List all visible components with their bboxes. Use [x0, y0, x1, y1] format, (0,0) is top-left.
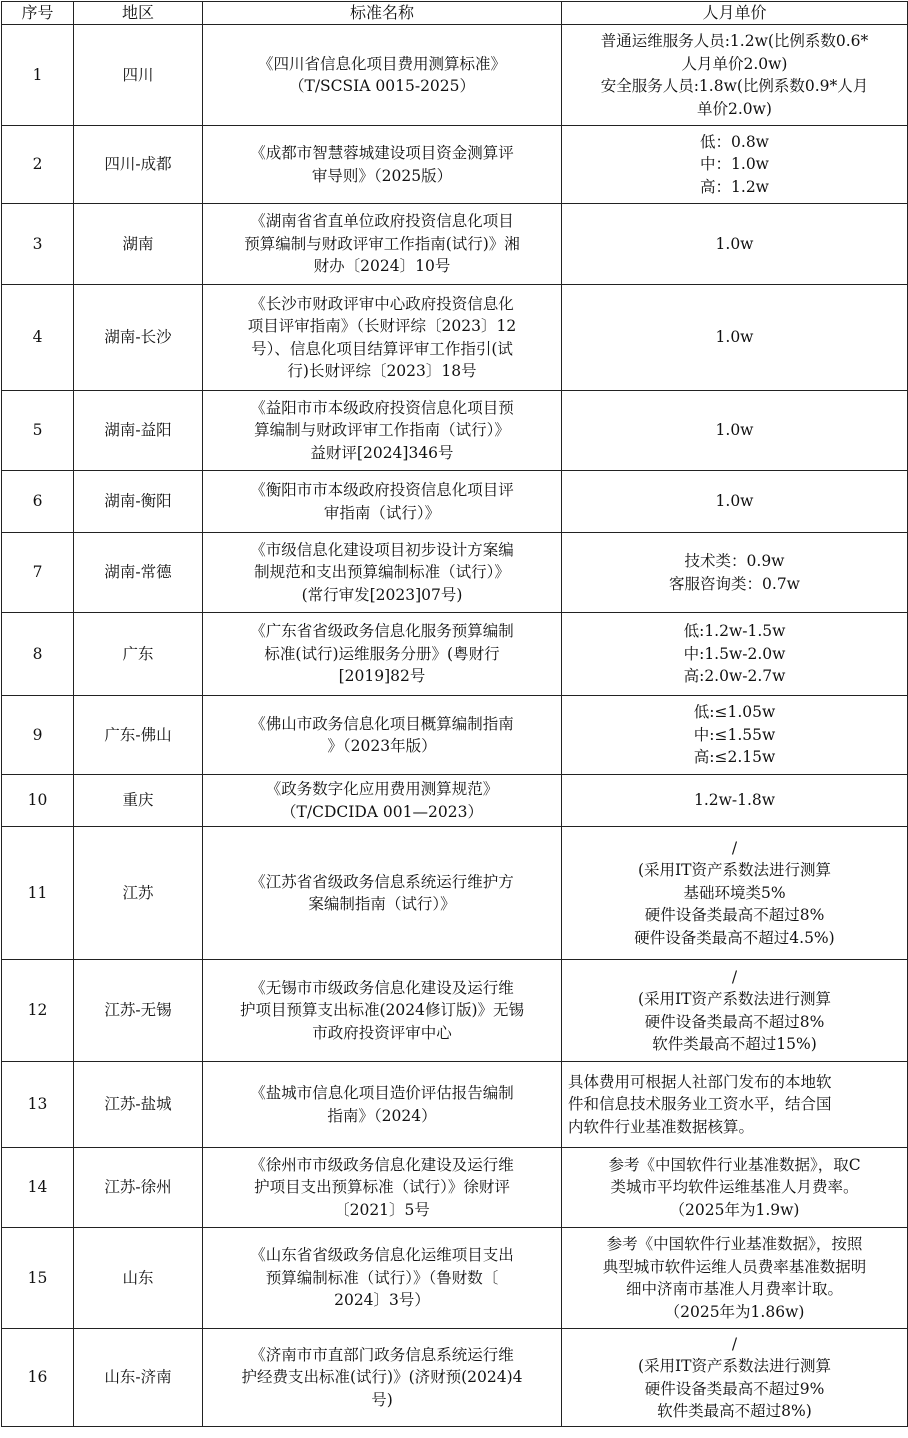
region-cell: 广东-佛山	[74, 696, 203, 775]
unit-price-line: 高：1.2w	[700, 177, 769, 196]
unit-price-line: 低:≤1.05w	[693, 703, 776, 722]
table-row	[2, 827, 908, 960]
standard-name-cell	[203, 126, 562, 204]
region-cell: 山东-济南	[74, 1329, 203, 1427]
table-row	[2, 960, 908, 1062]
unit-price-line: 技术类：0.9w	[684, 552, 785, 570]
standard-name-cell	[203, 285, 562, 391]
row-number: 5	[2, 391, 74, 471]
standard-name-cell	[203, 204, 562, 285]
standard-name-line: 制规范和支出预算编制标准（试行）》	[254, 563, 510, 582]
region-cell: 四川	[74, 25, 203, 126]
unit-price-line: 基础环境类5%	[683, 883, 786, 902]
unit-price-line: （2025年为1.86w)	[664, 1302, 805, 1321]
table-row	[2, 1329, 908, 1427]
standard-name-line: 《市级信息化建设项目初步设计方案编	[250, 540, 514, 559]
standard-name-line: 算编制与财政评审工作指南（试行）》	[254, 421, 510, 440]
table-row	[2, 696, 908, 775]
standard-name-cell	[203, 25, 562, 126]
region-cell: 重庆	[74, 775, 203, 827]
standard-name-line: 《成都市智慧蓉城建设项目资金测算评	[250, 144, 514, 162]
unit-price-cell	[562, 204, 908, 285]
table-row	[2, 613, 908, 696]
unit-price-line: 软件类最高不超过15%)	[652, 1035, 817, 1053]
table-row	[2, 471, 908, 533]
standard-name-line: 标准(试行)运维服务分册》(粤财行	[264, 644, 500, 663]
standard-name-line: 号)	[371, 1390, 393, 1409]
unit-price-cell	[562, 1148, 908, 1228]
standard-name-line: （T/CDCIDA 001—2023）	[281, 802, 483, 821]
standard-name-line: 》（2023年版）	[327, 737, 437, 755]
unit-price-line: 硬件设备类最高不超过9%	[644, 1379, 825, 1398]
table-row	[2, 391, 908, 471]
standard-name-line: 护项目预算支出标准(2024修订版)》无锡	[239, 1001, 525, 1020]
standard-name-cell	[203, 1148, 562, 1228]
standard-name-cell	[203, 1062, 562, 1148]
standard-name-line: 《长沙市财政评审中心政府投资信息化	[250, 294, 514, 313]
region-cell: 湖南-长沙	[74, 285, 203, 391]
unit-price-line: 软件类最高不超过8%)	[657, 1402, 812, 1420]
standard-name-line: 《政务数字化应用费用测算规范》	[265, 780, 499, 798]
header-no: 序号	[2, 2, 74, 25]
region-cell: 广东	[74, 613, 203, 696]
standard-name-line: [2019]82号	[338, 667, 426, 686]
header-unit-price: 人月单价	[562, 2, 908, 25]
row-number: 10	[2, 775, 74, 827]
unit-price-line: 参考《中国软件行业基准数据》，按照	[606, 1235, 863, 1253]
standard-name-line: 护经费支出标准(试行)》(济财预(2024)4	[241, 1368, 523, 1387]
standard-name-line: 《山东省省级政务信息化运维项目支出	[250, 1246, 514, 1265]
unit-price-cell	[562, 391, 908, 471]
row-number: 2	[2, 126, 74, 204]
standard-name-cell	[203, 775, 562, 827]
unit-price-line: 类城市平均软件运维基准人月费率。	[610, 1178, 859, 1197]
unit-price-cell	[562, 960, 908, 1062]
unit-price-cell	[562, 126, 908, 204]
row-number: 9	[2, 696, 74, 775]
unit-price-cell	[562, 533, 908, 613]
standard-name-cell	[203, 471, 562, 533]
unit-price-line: 细中济南市基准人月费率计取。	[625, 1280, 843, 1298]
standard-name-line: 项目评审指南》（长财评综〔2023〕12	[247, 317, 517, 335]
unit-price-cell	[562, 1329, 908, 1427]
region-cell: 山东	[74, 1228, 203, 1329]
standard-name-cell	[203, 1228, 562, 1329]
unit-price-line: （2025年为1.9w)	[669, 1200, 800, 1219]
row-number: 1	[2, 25, 74, 126]
standard-name-line: 《济南市市直部门政务信息系统运行维	[250, 1345, 514, 1364]
standard-name-line: 行)长财评综〔2023〕18号	[287, 362, 477, 380]
row-number: 7	[2, 533, 74, 613]
standard-name-line: (常行审发[2023]07号)	[301, 585, 463, 604]
unit-price-line: 单价2.0w)	[697, 99, 772, 118]
unit-price-line: /	[731, 1334, 738, 1353]
table-row	[2, 1228, 908, 1329]
unit-price-line: 1.0w	[715, 234, 754, 253]
unit-price-line: 人月单价2.0w)	[681, 54, 788, 73]
unit-price-cell	[562, 696, 908, 775]
standard-name-line: 市政府投资评审中心	[312, 1023, 452, 1042]
unit-price-line: 1.2w-1.8w	[693, 791, 776, 810]
unit-price-line: 高:≤2.15w	[693, 748, 776, 767]
unit-price-line: 件和信息技术服务业工资水平，结合国	[568, 1095, 832, 1114]
table-row	[2, 775, 908, 827]
unit-price-cell	[562, 613, 908, 696]
standard-name-line: 预算编制与财政评审工作指南(试行)》湘	[244, 234, 520, 253]
row-number: 4	[2, 285, 74, 391]
row-number: 12	[2, 960, 74, 1062]
table-row	[2, 25, 908, 126]
region-cell: 江苏-徐州	[74, 1148, 203, 1228]
unit-price-line: 内软件行业基准数据核算。	[568, 1117, 755, 1136]
standard-name-line: 财办〔2024〕10号	[313, 257, 451, 276]
unit-price-cell	[562, 1062, 908, 1148]
standard-name-line: 号）、信息化项目结算评审工作指引(试	[251, 339, 513, 358]
unit-price-line: 中：1.0w	[700, 155, 769, 174]
row-number: 16	[2, 1329, 74, 1427]
region-cell: 四川-成都	[74, 126, 203, 204]
row-number: 3	[2, 204, 74, 285]
unit-price-line: 高:2.0w-2.7w	[683, 667, 786, 686]
region-cell: 湖南-常德	[74, 533, 203, 613]
standard-name-cell	[203, 613, 562, 696]
standards-table	[1, 1, 908, 1427]
region-cell: 湖南-益阳	[74, 391, 203, 471]
unit-price-line: 低:1.2w-1.5w	[683, 622, 786, 641]
table-row	[2, 1148, 908, 1228]
row-number: 15	[2, 1228, 74, 1329]
unit-price-line: (采用IT资产系数法进行测算	[637, 1357, 831, 1375]
unit-price-line: 中:1.5w-2.0w	[683, 644, 786, 663]
unit-price-line: (采用IT资产系数法进行测算	[637, 861, 831, 880]
unit-price-line: 低：0.8w	[700, 132, 769, 151]
row-number: 11	[2, 827, 74, 960]
standard-name-cell	[203, 391, 562, 471]
standard-name-line: 《佛山市政务信息化项目概算编制指南	[250, 714, 514, 733]
unit-price-line: 普通运维服务人员:1.2w(比例系数0.6*	[600, 32, 869, 50]
standard-name-cell	[203, 960, 562, 1062]
table-row	[2, 204, 908, 285]
region-cell: 江苏-盐城	[74, 1062, 203, 1148]
unit-price-line: 典型城市软件运维人员费率基准数据明	[602, 1257, 867, 1276]
row-number: 14	[2, 1148, 74, 1228]
standard-name-line: 《衡阳市市本级政府投资信息化项目评	[250, 481, 514, 499]
row-number: 13	[2, 1062, 74, 1148]
standard-name-line: 《盐城市信息化项目造价评估报告编制	[250, 1084, 514, 1102]
table-row	[2, 285, 908, 391]
header-standard-name: 标准名称	[203, 2, 562, 25]
unit-price-cell	[562, 775, 908, 827]
standard-name-line: 《四川省信息化项目费用测算标准》	[257, 54, 506, 73]
unit-price-line: /	[731, 967, 738, 986]
standard-name-line: 《益阳市市本级政府投资信息化项目预	[250, 398, 514, 417]
row-number: 8	[2, 613, 74, 696]
unit-price-cell	[562, 25, 908, 126]
unit-price-line: (采用IT资产系数法进行测算	[637, 990, 831, 1008]
table-row	[2, 533, 908, 613]
standard-name-line: 《徐州市市级政务信息化建设及运行维	[250, 1155, 514, 1174]
table-row	[2, 1062, 908, 1148]
standard-name-line: 预算编制标准（试行）》（鲁财数〔	[265, 1268, 499, 1287]
unit-price-line: 硬件设备类最高不超过4.5%)	[634, 928, 835, 947]
standard-name-line: 《无锡市市级政务信息化建设及运行维	[250, 978, 514, 997]
standard-name-cell	[203, 696, 562, 775]
unit-price-line: 1.0w	[715, 421, 754, 440]
unit-price-line: 安全服务人员:1.8w(比例系数0.9*人月	[600, 77, 869, 95]
standard-name-line: 审导则》（2025版）	[311, 166, 453, 185]
header-region: 地区	[74, 2, 203, 25]
unit-price-cell	[562, 1228, 908, 1329]
header-row	[2, 2, 908, 25]
unit-price-line: /	[731, 838, 738, 857]
standard-name-line: 指南》（2024）	[327, 1106, 437, 1125]
unit-price-line: 1.0w	[715, 492, 754, 511]
unit-price-cell	[562, 471, 908, 533]
standard-name-cell	[203, 533, 562, 613]
region-cell: 江苏	[74, 827, 203, 960]
unit-price-line: 硬件设备类最高不超过8%	[644, 1012, 825, 1031]
unit-price-line: 中:≤1.55w	[693, 725, 776, 744]
standard-name-line: （T/SCSIA 0015-2025）	[288, 77, 476, 95]
standard-name-line: 《江苏省省级政务信息系统运行维护方	[250, 872, 514, 891]
unit-price-line: 硬件设备类最高不超过8%	[644, 906, 825, 925]
unit-price-cell	[562, 827, 908, 960]
standard-name-line: 《广东省省级政务信息化服务预算编制	[250, 622, 514, 641]
row-number: 6	[2, 471, 74, 533]
standard-name-cell	[203, 1329, 562, 1427]
standard-name-line: 《湖南省省直单位政府投资信息化项目	[250, 212, 514, 231]
region-cell: 江苏-无锡	[74, 960, 203, 1062]
standard-name-line: 益财评[2024]346号	[310, 443, 454, 462]
unit-price-line: 1.0w	[715, 328, 754, 347]
standard-name-line: 案编制指南（试行）》	[308, 895, 456, 913]
unit-price-line: 具体费用可根据人社部门发布的本地软	[568, 1072, 832, 1091]
standard-name-line: 〔2021〕5号	[334, 1200, 430, 1219]
unit-price-cell	[562, 285, 908, 391]
standard-name-line: 2024〕3号）	[334, 1291, 430, 1310]
table-body	[2, 25, 908, 1427]
standard-name-line: 护项目支出预算标准（试行）》徐财评	[254, 1178, 510, 1197]
standard-name-cell	[203, 827, 562, 960]
region-cell: 湖南	[74, 204, 203, 285]
region-cell: 湖南-衡阳	[74, 471, 203, 533]
standard-name-line: 审指南（试行）》	[323, 503, 441, 522]
unit-price-line: 客服咨询类：0.7w	[669, 574, 800, 593]
unit-price-line: 参考《中国软件行业基准数据》，取C	[608, 1155, 861, 1174]
table-row	[2, 126, 908, 204]
